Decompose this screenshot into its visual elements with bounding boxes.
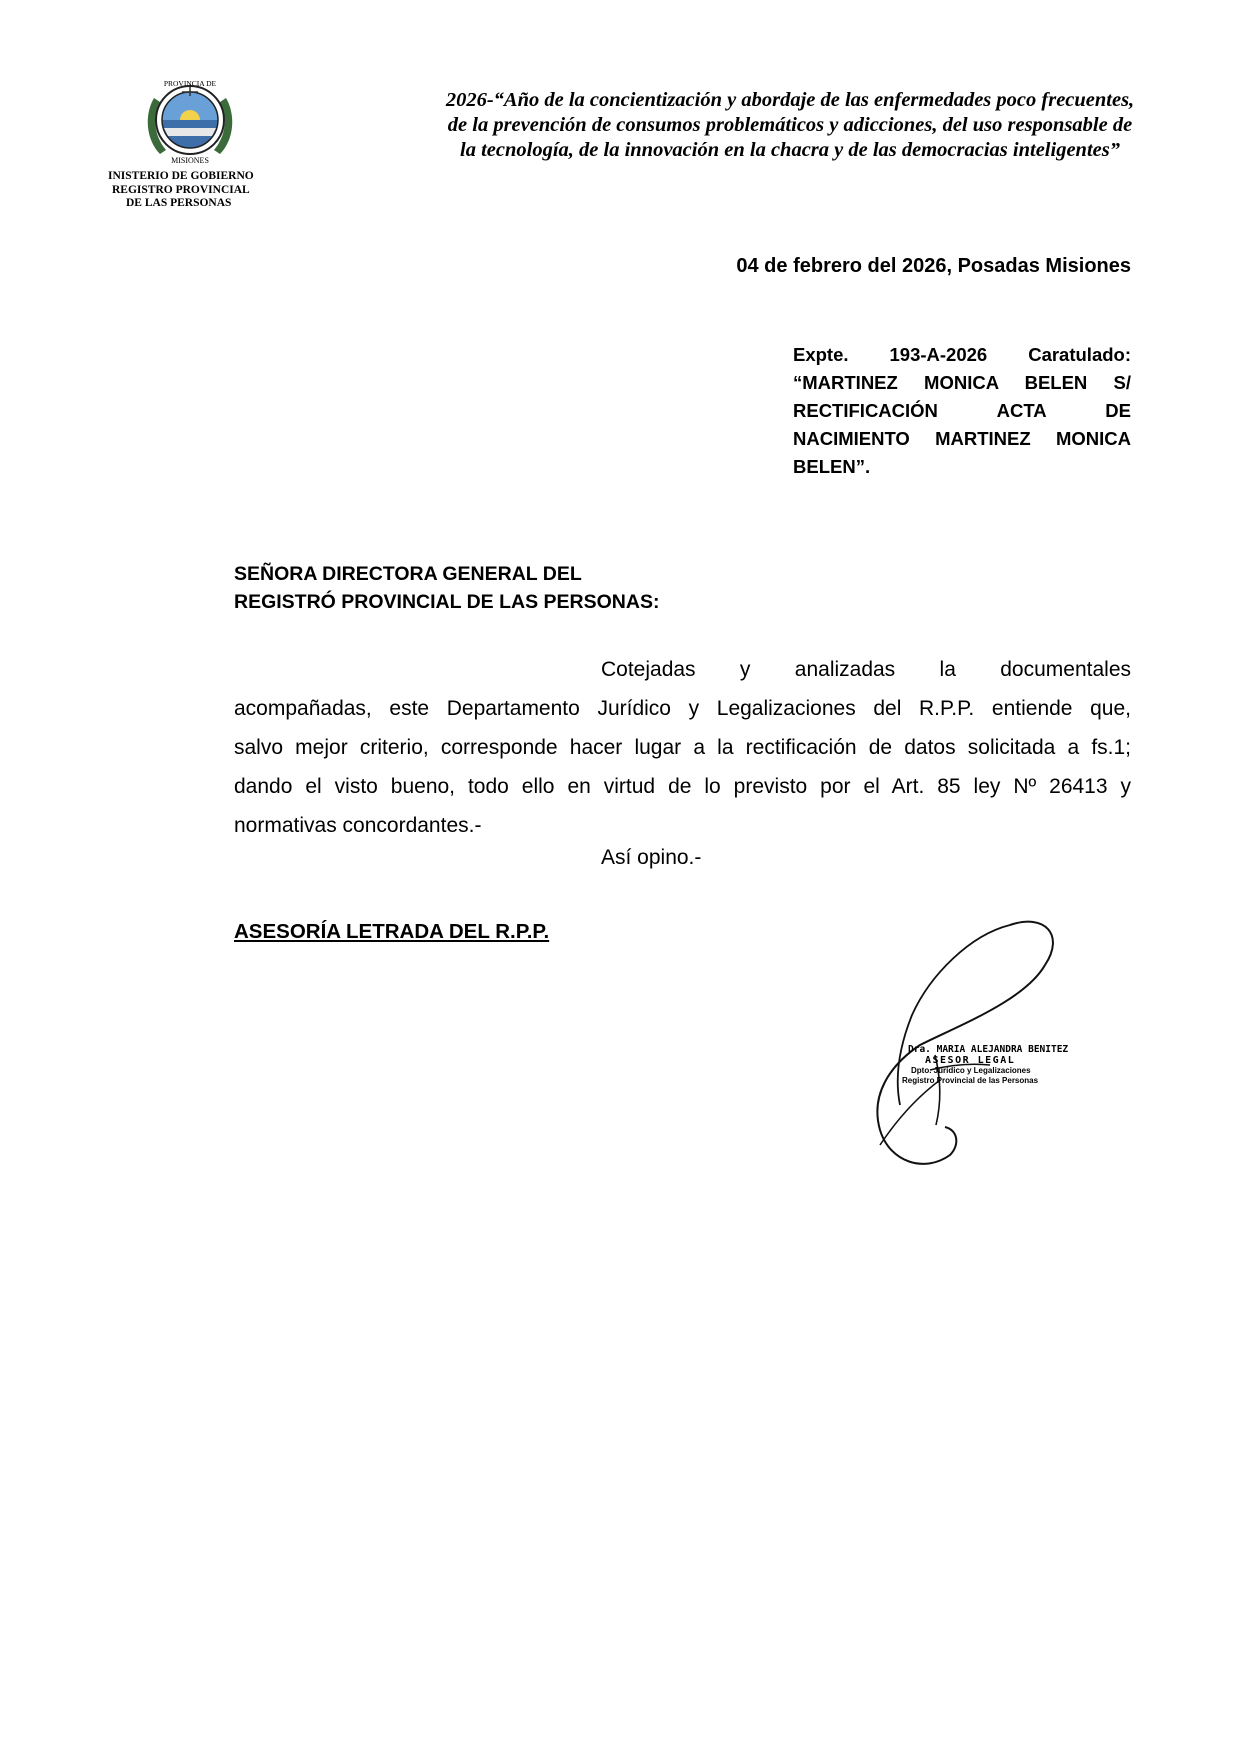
paragraph-line: normativas concordantes.- — [234, 814, 482, 837]
date-line: 04 de febrero del 2026, Posadas Misiones — [736, 255, 1131, 277]
paragraph-line: salvo mejor criterio, corresponde hacer lugar a la rectificación de datos solicitada a fs.1; — [234, 736, 1131, 759]
paragraph-line: dando el visto bueno, todo ello en virtud de lo previsto por el Art. 85 ley Nº 26413 y — [234, 775, 1131, 798]
svg-text:Dra. MARIA ALEJANDRA BENITEZ: Dra. MARIA ALEJANDRA BENITEZ — [908, 1044, 1069, 1055]
expediente-line: “MARTINEZ MONICA BELEN S/ — [793, 372, 1131, 393]
opinion-paragraph — [234, 650, 1131, 845]
motto-line: la tecnología, de la innovación en la chacra y de las democracias inteligentes” — [460, 139, 1120, 161]
ministry-line: REGISTRO PROVINCIAL — [112, 183, 250, 196]
svg-text:Registro Provincial de las Per: Registro Provincial de las Personas — [902, 1076, 1039, 1085]
ministry-header — [108, 170, 298, 211]
motto-line: de la prevención de consumos problemáticos y adicciones, del uso responsable de — [447, 114, 1133, 136]
expediente-line: BELEN”. — [793, 456, 871, 477]
ministry-line: INISTERIO DE GOBIERNO — [108, 170, 254, 182]
addressee-line: SEÑORA DIRECTORA GENERAL DEL — [234, 563, 582, 585]
expediente-line: NACIMIENTO MARTINEZ MONICA — [793, 428, 1131, 449]
signatory-heading: ASESORÍA LETRADA DEL R.P.P. — [234, 920, 550, 943]
paragraph-line: Cotejadas y analizadas la documentales — [601, 658, 1131, 681]
year-motto — [395, 88, 1185, 163]
svg-text:ASESOR LEGAL: ASESOR LEGAL — [925, 1055, 1016, 1066]
svg-text:Dpto. Jurídico y Legalizacione: Dpto. Jurídico y Legalizaciones — [911, 1066, 1031, 1075]
svg-text:PROVINCIA DE: PROVINCIA DE — [163, 79, 217, 88]
expediente-line: RECTIFICACIÓN ACTA DE — [793, 400, 1131, 421]
handwritten-signature-icon — [840, 905, 1070, 1185]
motto-line: 2026-“Año de la concientización y abordaje de las enfermedades poco frecuentes, — [445, 89, 1135, 111]
addressee — [234, 560, 659, 616]
paragraph-line: acompañadas, este Departamento Jurídico y Legalizaciones del R.P.P. entiende que, — [234, 697, 1131, 720]
addressee-line: REGISTRÓ PROVINCIAL DE LAS PERSONAS: — [234, 591, 660, 613]
svg-text:MISIONES: MISIONES — [171, 156, 209, 165]
closing-phrase: Así opino.- — [601, 846, 702, 869]
provincia-de-misiones-coat-of-arms-icon — [140, 70, 240, 170]
ministry-line: DE LAS PERSONAS — [126, 197, 232, 209]
expediente-reference — [793, 341, 1131, 481]
expediente-line: Expte. 193-A-2026 Caratulado: — [793, 344, 1131, 365]
